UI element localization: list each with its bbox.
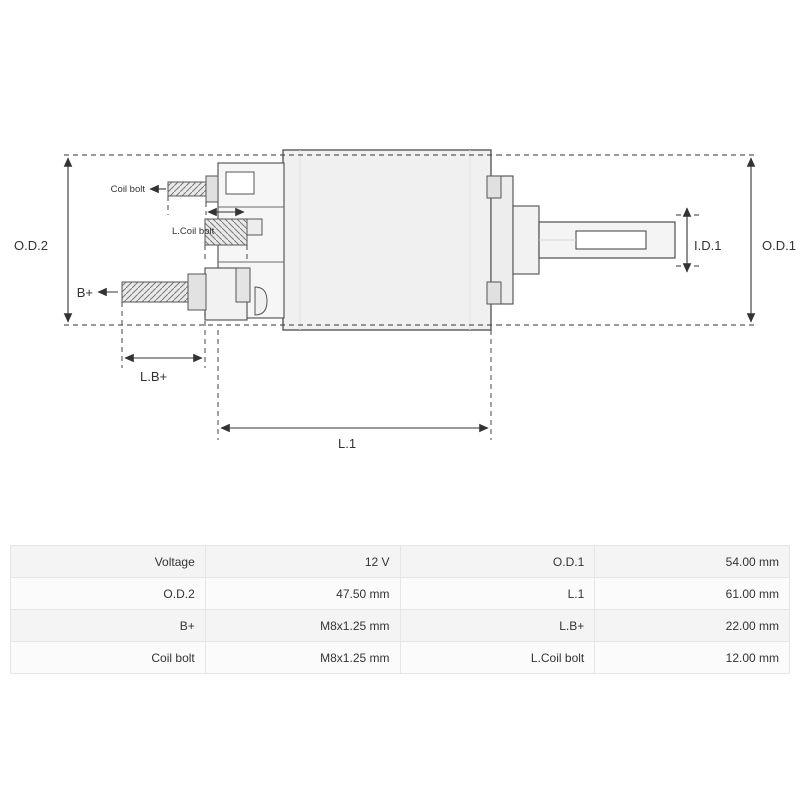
spec-key: B+ [11, 610, 206, 642]
label-l-coil-bolt: L.Coil bolt [172, 226, 215, 237]
specification-table [10, 545, 790, 674]
spec-value: 12.00 mm [595, 642, 790, 674]
table-row [11, 610, 790, 642]
spec-key: Voltage [11, 546, 206, 578]
label-bplus: B+ [76, 285, 93, 300]
spec-key: L.B+ [400, 610, 595, 642]
table-row [11, 578, 790, 610]
spec-key: O.D.1 [400, 546, 595, 578]
label-coil-bolt: Coil bolt [110, 184, 145, 195]
spec-key: O.D.2 [11, 578, 206, 610]
table-row [11, 642, 790, 674]
label-od2: O.D.2 [14, 238, 48, 253]
spec-key: L.Coil bolt [400, 642, 595, 674]
label-l1: L.1 [338, 436, 357, 451]
label-od1: O.D.1 [762, 238, 796, 253]
spec-key: Coil bolt [11, 642, 206, 674]
solenoid-body-group [122, 150, 675, 330]
spec-key: L.1 [400, 578, 595, 610]
coil-bolt-stud [168, 176, 218, 202]
spec-value: 61.00 mm [595, 578, 790, 610]
label-id1: I.D.1 [694, 238, 722, 253]
table-row [11, 546, 790, 578]
spec-value: M8x1.25 mm [205, 642, 400, 674]
spec-value: 22.00 mm [595, 610, 790, 642]
spec-value: 12 V [205, 546, 400, 578]
bplus-stud [122, 274, 206, 310]
spec-value: M8x1.25 mm [205, 610, 400, 642]
spec-value: 47.50 mm [205, 578, 400, 610]
label-lbplus: L.B+ [140, 369, 168, 384]
spec-value: 54.00 mm [595, 546, 790, 578]
